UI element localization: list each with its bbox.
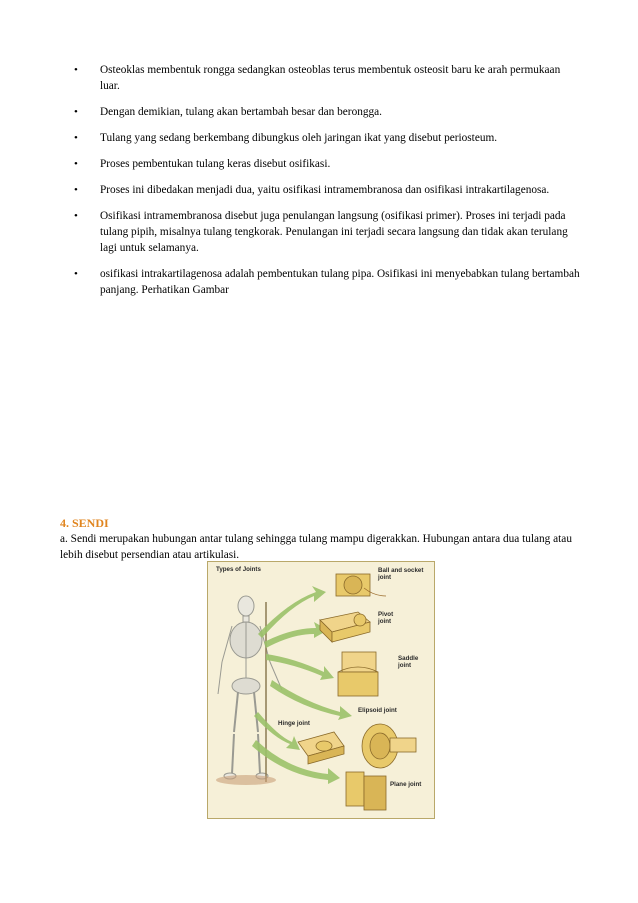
label-ellipsoid: Elipsoid joint [358, 707, 397, 714]
list-item [60, 130, 580, 146]
bullet-icon: • [74, 268, 78, 280]
list-item [60, 62, 580, 94]
label-saddle: Saddle [398, 655, 419, 662]
label-pivot-joint: joint [378, 618, 392, 625]
section-sendi [60, 515, 580, 563]
list-item [60, 182, 580, 198]
section-paragraph: a. Sendi merupakan hubungan antar tulang sehingga tulang mampu digerakkan. Hubungan antara dua tulang atau lebih disebut persendian atau artikulasi. [60, 533, 572, 561]
plane-joint [346, 772, 386, 810]
saddle-joint [338, 652, 378, 696]
joint-types-figure [207, 561, 435, 819]
list-item [60, 208, 580, 256]
bullet-icon: • [74, 158, 78, 170]
list-item [60, 156, 580, 172]
bullet-text: Proses pembentukan tulang keras disebut osifikasi. [100, 158, 331, 170]
label-pivot: Pivot [378, 611, 394, 618]
figure-title: Types of Joints [216, 566, 261, 573]
label-saddle-joint: joint [398, 662, 412, 669]
label-hinge: Hinge joint [278, 720, 310, 727]
bullet-icon: • [74, 132, 78, 144]
bullet-icon: • [74, 184, 78, 196]
bullet-text: osifikasi intrakartilagenosa adalah pembentukan tulang pipa. Osifikasi ini menyebabkan tulang bertambah panjang. Perhatikan Gambar [100, 268, 580, 296]
list-item [60, 104, 580, 120]
bullet-text: Osteoklas membentuk rongga sedangkan osteoblas terus membentuk osteosit baru ke arah permukaan luar. [100, 64, 561, 92]
bullet-text: Proses ini dibedakan menjadi dua, yaitu osifikasi intramembranosa dan osifikasi intrakartilagenosa. [100, 184, 550, 196]
bullet-icon: • [74, 210, 78, 222]
label-plane: Plane joint [390, 781, 422, 788]
label-ball-socket: Ball and socket [378, 567, 424, 574]
bullet-list [60, 62, 580, 308]
section-heading: 4. SENDI [60, 516, 109, 530]
bullet-text: Dengan demikian, tulang akan bertambah besar dan berongga. [100, 106, 383, 118]
list-item [60, 266, 580, 298]
bullet-text: Osifikasi intramembranosa disebut juga penulangan langsung (osifikasi primer). Proses ini terjadi pada tulang pipih, misalnya tulang tengkorak. Penulangan ini terjadi secara langsung dan tidak akan terulang lagi untuk selamanya. [100, 210, 568, 254]
bullet-icon: • [74, 64, 78, 76]
label-ball-socket-joint: joint [378, 574, 392, 581]
bullet-text: Tulang yang sedang berkembang dibungkus oleh jaringan ikat yang disebut periosteum. [100, 132, 498, 144]
bullet-icon: • [74, 106, 78, 118]
joint-illustration [208, 562, 434, 818]
